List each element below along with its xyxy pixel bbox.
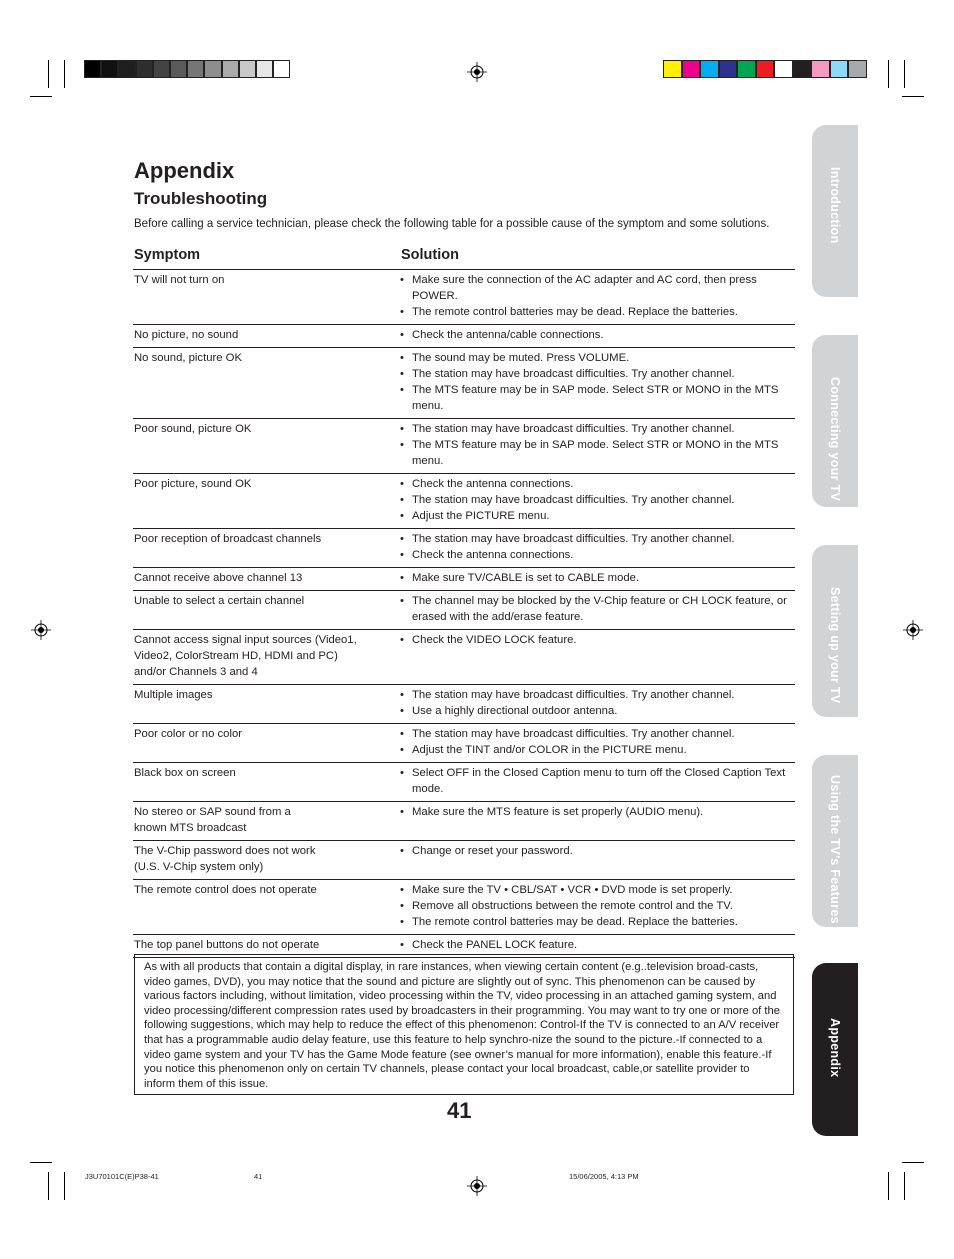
solution-item: • Adjust the TINT and/or COLOR in the PICTURE menu. <box>400 742 795 758</box>
color-swatch <box>830 60 849 78</box>
solution-item: • Check the PANEL LOCK feature. <box>400 937 795 953</box>
section-title: Troubleshooting <box>134 189 268 208</box>
solution-list <box>400 804 795 836</box>
solution-list <box>400 350 795 414</box>
crop-mark <box>64 1172 65 1200</box>
color-swatch <box>719 60 738 78</box>
footer-file-name: J3U70101C(E)P38-41 <box>85 1172 159 1181</box>
solution-item: • The station may have broadcast difficulties. Try another channel. <box>400 366 795 382</box>
table-row <box>133 880 795 935</box>
crop-mark <box>30 96 52 97</box>
crop-mark <box>48 1172 49 1200</box>
solution-list <box>400 476 795 524</box>
table-row <box>133 568 795 591</box>
side-tab-connecting[interactable] <box>812 335 858 507</box>
solution-item: • Use a highly directional outdoor antenna. <box>400 703 795 719</box>
side-tab-features[interactable] <box>812 755 858 927</box>
solution-list <box>400 765 795 797</box>
symptom-cell: No picture, no sound <box>134 329 239 341</box>
solution-item: • The station may have broadcast difficulties. Try another channel. <box>400 492 795 508</box>
grayscale-swatch <box>187 60 204 78</box>
solution-list <box>400 593 795 625</box>
grayscale-swatch <box>136 60 153 78</box>
color-swatch <box>700 60 719 78</box>
registration-mark-icon <box>903 620 923 640</box>
symptom-cell: The V-Chip password does not work (U.S. V-Chip system only) <box>134 845 316 873</box>
side-tab-label: Appendix <box>828 1018 842 1078</box>
grayscale-swatch <box>239 60 256 78</box>
solution-column-header: Solution <box>401 247 459 263</box>
symptom-cell: Multiple images <box>134 689 213 701</box>
symptom-column-header: Symptom <box>134 247 201 263</box>
symptom-cell: Black box on screen <box>134 767 236 779</box>
footer-page: 41 <box>254 1172 263 1181</box>
color-swatch <box>848 60 867 78</box>
side-tab-label: Introduction <box>828 167 842 244</box>
solution-item: • Make sure the connection of the AC adapter and AC cord, then press POWER. <box>400 272 795 304</box>
troubleshooting-table <box>133 269 795 958</box>
solution-item: • Check the VIDEO LOCK feature. <box>400 632 795 648</box>
grayscale-swatch <box>118 60 135 78</box>
crop-mark <box>64 60 65 88</box>
crop-mark <box>888 60 889 88</box>
side-tab-label: Using the TV’s Features <box>828 775 842 924</box>
footer-timestamp: 15/06/2005, 4:13 PM <box>569 1172 639 1181</box>
solution-item: • The channel may be blocked by the V-Chip feature or CH LOCK feature, or erased with the add/erase feature. <box>400 593 795 625</box>
color-swatch <box>663 60 682 78</box>
color-swatch <box>682 60 701 78</box>
solution-item: • The MTS feature may be in SAP mode. Select STR or MONO in the MTS menu. <box>400 382 795 414</box>
crop-mark <box>48 60 49 88</box>
solution-item: • Remove all obstructions between the remote control and the TV. <box>400 898 795 914</box>
symptom-cell: No stereo or SAP sound from a known MTS broadcast <box>134 806 291 834</box>
av-sync-note <box>134 954 794 1095</box>
solution-item: • The MTS feature may be in SAP mode. Select STR or MONO in the MTS menu. <box>400 437 795 469</box>
table-row <box>133 724 795 763</box>
side-tab-appendix[interactable] <box>812 963 858 1136</box>
color-swatch <box>737 60 756 78</box>
solution-item: • Select OFF in the Closed Caption menu to turn off the Closed Caption Text mode. <box>400 765 795 797</box>
solution-list <box>400 421 795 469</box>
solution-item: • The station may have broadcast difficulties. Try another channel. <box>400 531 795 547</box>
side-tab-label: Setting up your TV <box>828 587 842 704</box>
table-row <box>133 529 795 568</box>
solution-list <box>400 531 795 563</box>
side-tab-label: Connecting your TV <box>828 377 842 502</box>
crop-mark <box>902 1162 924 1163</box>
side-tab-introduction[interactable] <box>812 125 858 297</box>
grayscale-swatch <box>204 60 221 78</box>
registration-mark-icon <box>467 62 487 82</box>
solution-item: • Check the antenna connections. <box>400 547 795 563</box>
table-row <box>133 841 795 880</box>
color-swatch <box>793 60 812 78</box>
intro-text: Before calling a service technician, please check the following table for a possible cause of the symptom and some solutions. <box>134 218 770 230</box>
grayscale-swatch <box>101 60 118 78</box>
table-row <box>133 802 795 841</box>
solution-list <box>400 570 795 586</box>
symptom-cell: Poor color or no color <box>134 728 242 740</box>
page-title: Appendix <box>134 158 235 183</box>
solution-item: • Make sure TV/CABLE is set to CABLE mode. <box>400 570 795 586</box>
symptom-cell: The top panel buttons do not operate <box>134 939 320 951</box>
solution-item: • The station may have broadcast difficulties. Try another channel. <box>400 687 795 703</box>
symptom-cell: Poor sound, picture OK <box>134 423 252 435</box>
solution-list <box>400 937 795 953</box>
grayscale-swatch <box>84 60 101 78</box>
table-row <box>133 591 795 630</box>
page-number: 41 <box>447 1098 472 1123</box>
registration-mark-icon <box>467 1176 487 1196</box>
crop-mark <box>904 1172 905 1200</box>
solution-item: • Change or reset your password. <box>400 843 795 859</box>
solution-item: • The remote control batteries may be dead. Replace the batteries. <box>400 304 795 320</box>
solution-item: • The remote control batteries may be dead. Replace the batteries. <box>400 914 795 930</box>
solution-item: • The station may have broadcast difficulties. Try another channel. <box>400 421 795 437</box>
solution-item: • Adjust the PICTURE menu. <box>400 508 795 524</box>
table-row <box>133 270 795 325</box>
table-row <box>133 630 795 685</box>
table-row <box>133 419 795 474</box>
crop-mark <box>902 96 924 97</box>
grayscale-swatch <box>153 60 170 78</box>
note-text: As with all products that contain a digital display, in rare instances, when viewing certain content (e.g..television broad-casts, video games, DVD), you may notice that the sound and picture are slightly out of sync. This phenomenon can be caused by various factors including, without limitation, video processing within the TV, video processing in an attached gaming system, and video processing/different compression rates used by broadcasters in their programming. You may want to try one or more of the following suggestions, which may help to reduce the effect of this phenomenon: Control-If the TV is connected to an A/V receiver that has a programmable audio delay feature, use this feature to help synchro-nize the sound to the picture.-If connected to a video game system and your TV has the Game Mode feature (see owner’s manual for more information), enable this feature.-If you notice this phenomenon only on certain TV channels, please contact your local broadcast, cable,or satellite provider to inform them of this issue. <box>144 961 780 1090</box>
symptom-cell: Cannot receive above channel 13 <box>134 572 303 584</box>
solution-list <box>400 632 795 680</box>
color-swatch <box>756 60 775 78</box>
symptom-cell: Cannot access signal input sources (Video1, Video2, ColorStream HD, HDMI and PC) and/or Channels 3 and 4 <box>134 634 357 678</box>
grayscale-swatch <box>222 60 239 78</box>
table-row <box>133 763 795 802</box>
solution-list <box>400 272 795 320</box>
solution-list <box>400 843 795 875</box>
solution-list <box>400 327 795 343</box>
symptom-cell: Unable to select a certain channel <box>134 595 305 607</box>
crop-mark <box>30 1162 52 1163</box>
table-row <box>133 474 795 529</box>
solution-list <box>400 882 795 930</box>
solution-item: • The sound may be muted. Press VOLUME. <box>400 350 795 366</box>
grayscale-swatch <box>273 60 290 78</box>
crop-mark <box>888 1172 889 1200</box>
symptom-cell: Poor reception of broadcast channels <box>134 533 322 545</box>
crop-mark <box>904 60 905 88</box>
solution-item: • The station may have broadcast difficulties. Try another channel. <box>400 726 795 742</box>
side-tab-setting-up[interactable] <box>812 545 858 717</box>
solution-item: • Make sure the TV • CBL/SAT • VCR • DVD mode is set properly. <box>400 882 795 898</box>
solution-list <box>400 687 795 719</box>
symptom-cell: The remote control does not operate <box>134 884 317 896</box>
solution-list <box>400 726 795 758</box>
grayscale-swatch <box>170 60 187 78</box>
symptom-cell: TV will not turn on <box>134 274 225 286</box>
color-swatch <box>774 60 793 78</box>
solution-item: • Check the antenna/cable connections. <box>400 327 795 343</box>
solution-item: • Check the antenna connections. <box>400 476 795 492</box>
table-row <box>133 348 795 419</box>
solution-item: • Make sure the MTS feature is set properly (AUDIO menu). <box>400 804 795 820</box>
color-swatch <box>811 60 830 78</box>
symptom-cell: Poor picture, sound OK <box>134 478 252 490</box>
symptom-cell: No sound, picture OK <box>134 352 243 364</box>
grayscale-swatch <box>256 60 273 78</box>
table-row <box>133 325 795 348</box>
table-row <box>133 685 795 724</box>
registration-mark-icon <box>31 620 51 640</box>
